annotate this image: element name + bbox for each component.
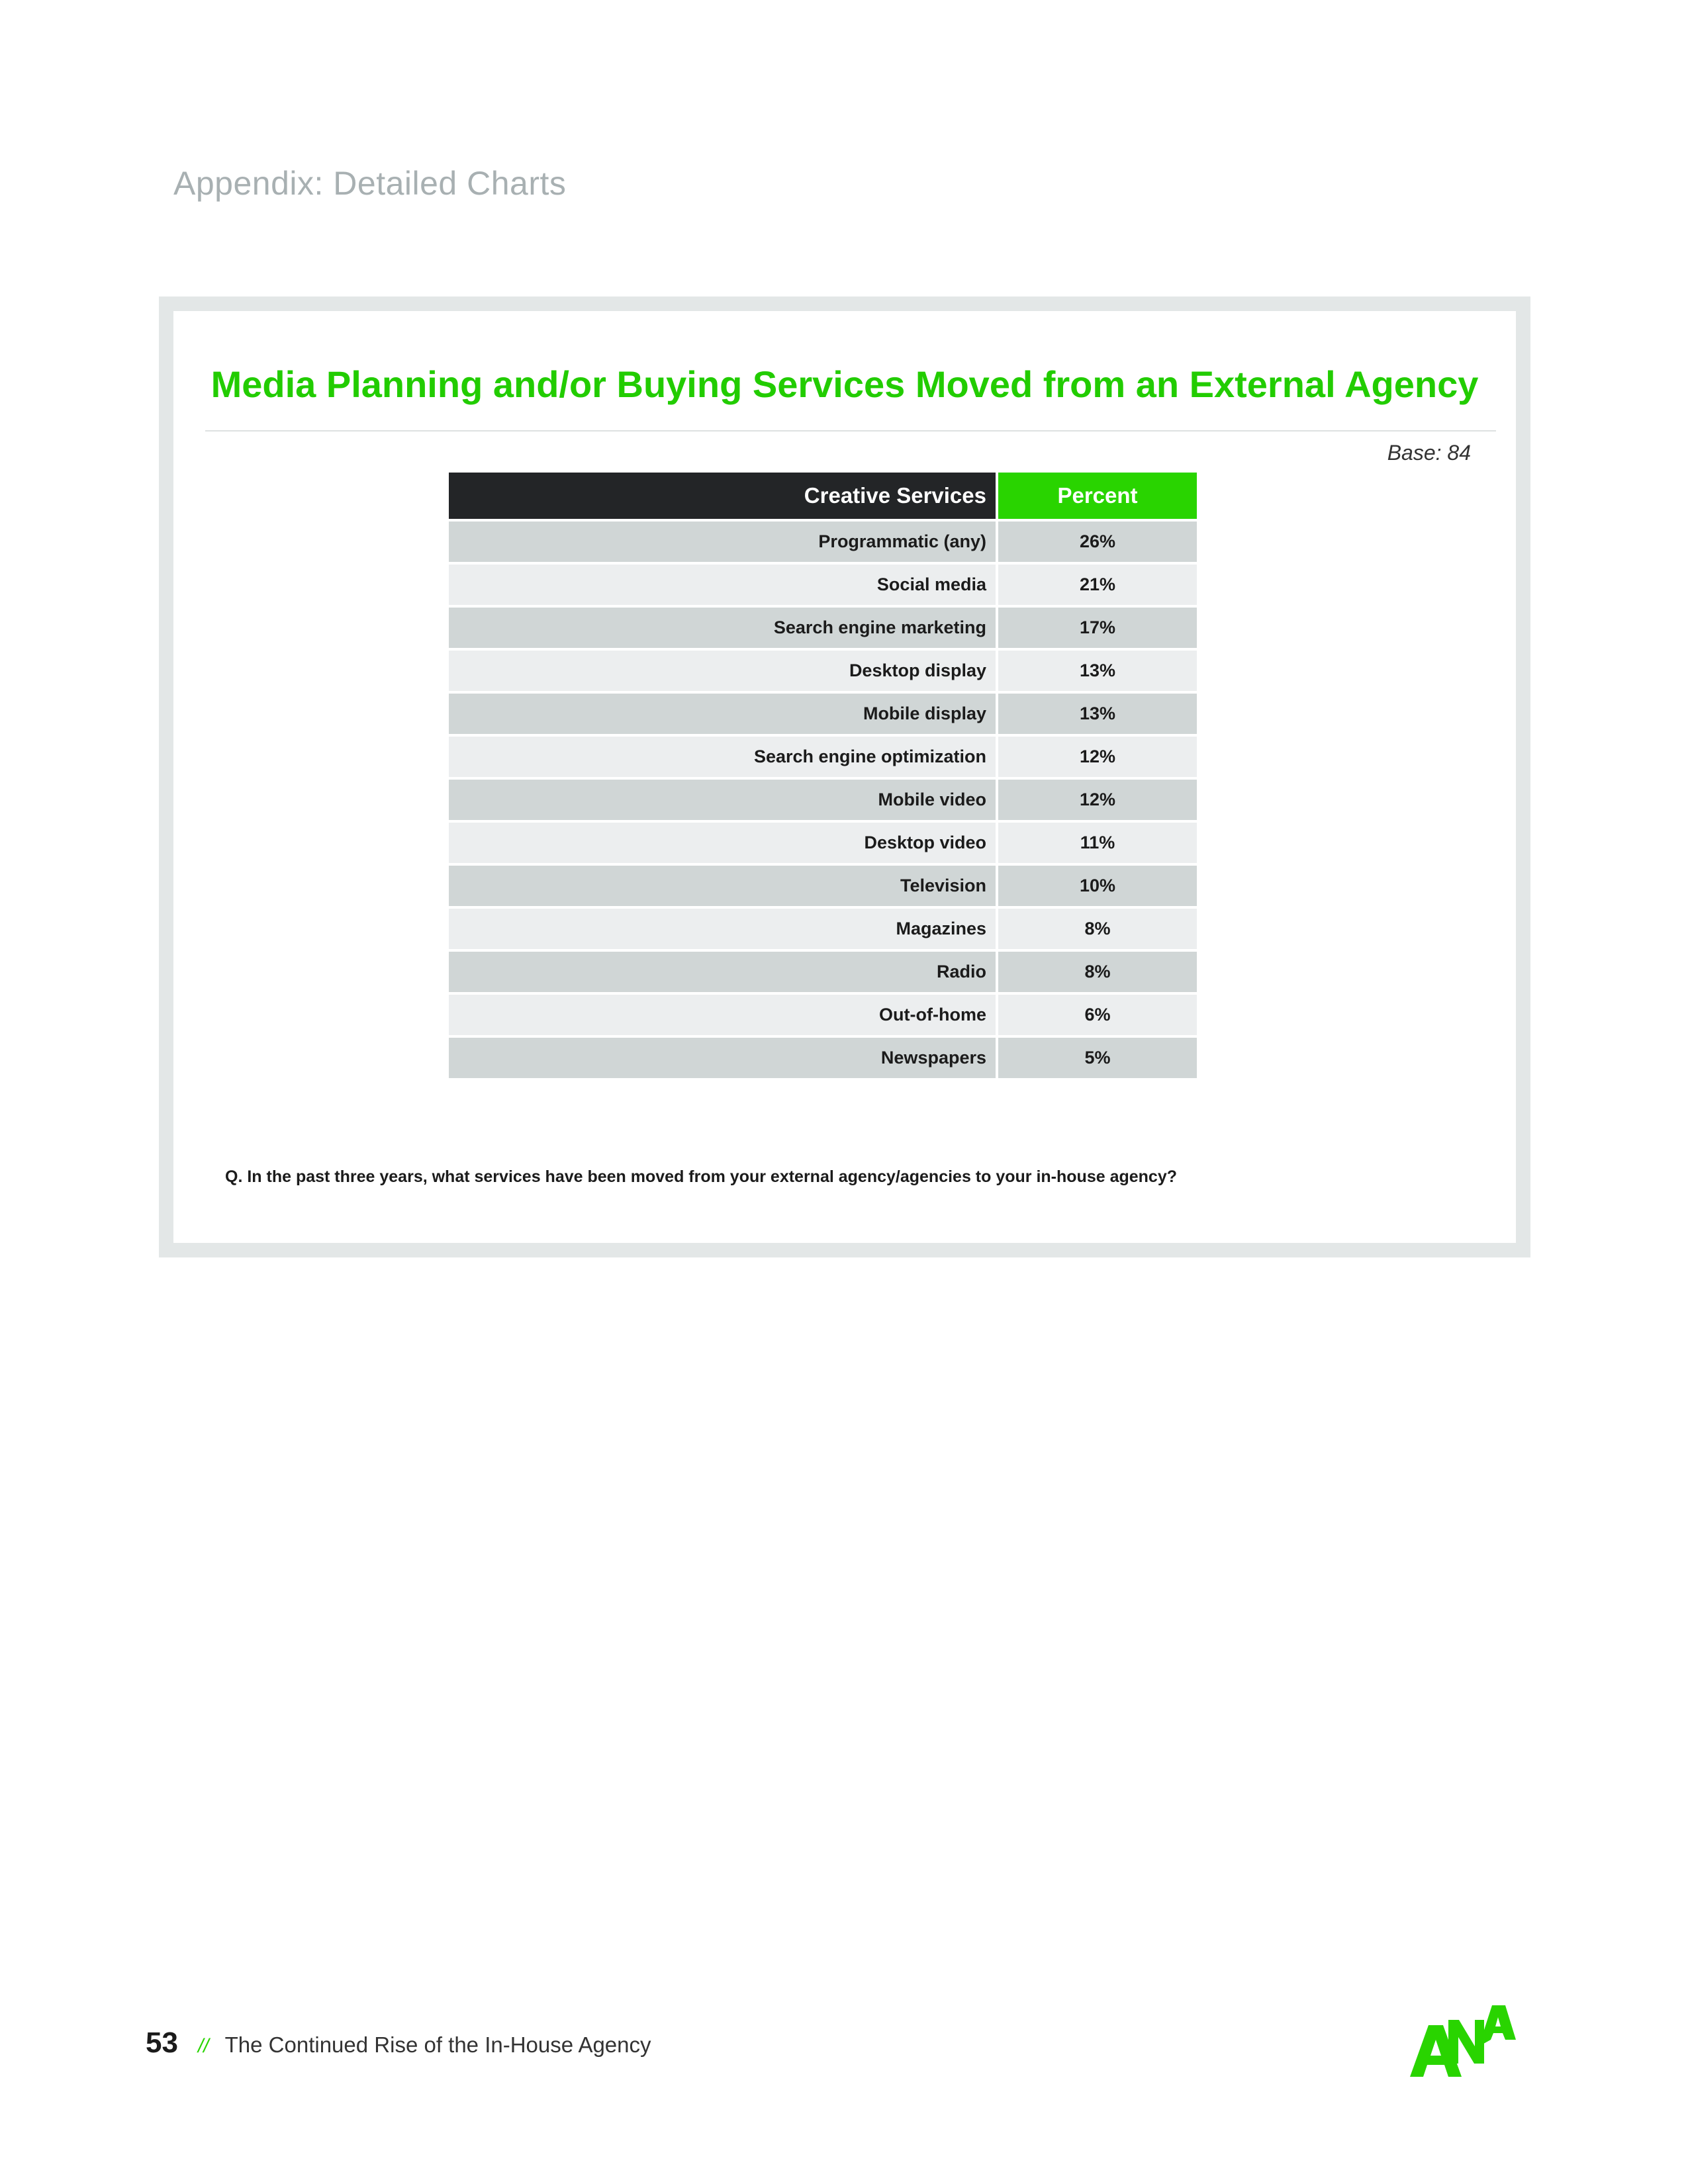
row-value: 17%: [996, 608, 1197, 648]
table-row: [449, 995, 1197, 1035]
row-label: Social media: [449, 565, 996, 605]
table-row: [449, 952, 1197, 992]
table-row: [449, 780, 1197, 820]
row-value: 10%: [996, 866, 1197, 906]
section-heading: Appendix: Detailed Charts: [173, 165, 567, 202]
row-value: 8%: [996, 952, 1197, 992]
row-label: Magazines: [449, 909, 996, 949]
ana-logo-icon: [1410, 2005, 1516, 2078]
table-row: [449, 866, 1197, 906]
table-row: [449, 909, 1197, 949]
footer-title: The Continued Rise of the In-House Agency: [224, 2032, 651, 2057]
row-label: Mobile display: [449, 694, 996, 734]
table-header-row: [449, 473, 1197, 519]
survey-question: Q. In the past three years, what services have been moved from your external agency/agencies to your in-house agency?: [225, 1167, 1178, 1186]
data-table: [449, 470, 1197, 1081]
row-label: Radio: [449, 952, 996, 992]
row-value: 12%: [996, 780, 1197, 820]
table-row: [449, 823, 1197, 863]
table-row: [449, 694, 1197, 734]
chart-title: Media Planning and/or Buying Services Moved from an External Agency: [211, 363, 1479, 405]
row-value: 12%: [996, 737, 1197, 777]
row-label: Programmatic (any): [449, 522, 996, 562]
row-value: 13%: [996, 651, 1197, 691]
row-value: 11%: [996, 823, 1197, 863]
row-label: Search engine optimization: [449, 737, 996, 777]
row-value: 8%: [996, 909, 1197, 949]
row-value: 21%: [996, 565, 1197, 605]
header-creative-services: Creative Services: [449, 473, 996, 519]
row-value: 26%: [996, 522, 1197, 562]
base-note: Base: 84: [1387, 441, 1471, 465]
table-row: [449, 1038, 1197, 1078]
title-divider: [205, 430, 1496, 432]
row-label: Desktop video: [449, 823, 996, 863]
table-row: [449, 651, 1197, 691]
row-label: Mobile video: [449, 780, 996, 820]
row-label: Search engine marketing: [449, 608, 996, 648]
table-row: [449, 737, 1197, 777]
row-value: 6%: [996, 995, 1197, 1035]
page-footer: [146, 2026, 651, 2060]
page-number: 53: [146, 2026, 178, 2059]
chart-card: [173, 311, 1516, 1243]
row-label: Newspapers: [449, 1038, 996, 1078]
row-value: 5%: [996, 1038, 1197, 1078]
footer-separator: //: [197, 2035, 209, 2057]
table-row: [449, 565, 1197, 605]
table-row: [449, 522, 1197, 562]
row-value: 13%: [996, 694, 1197, 734]
row-label: Television: [449, 866, 996, 906]
row-label: Desktop display: [449, 651, 996, 691]
row-label: Out-of-home: [449, 995, 996, 1035]
header-percent: Percent: [996, 473, 1197, 519]
table-row: [449, 608, 1197, 648]
